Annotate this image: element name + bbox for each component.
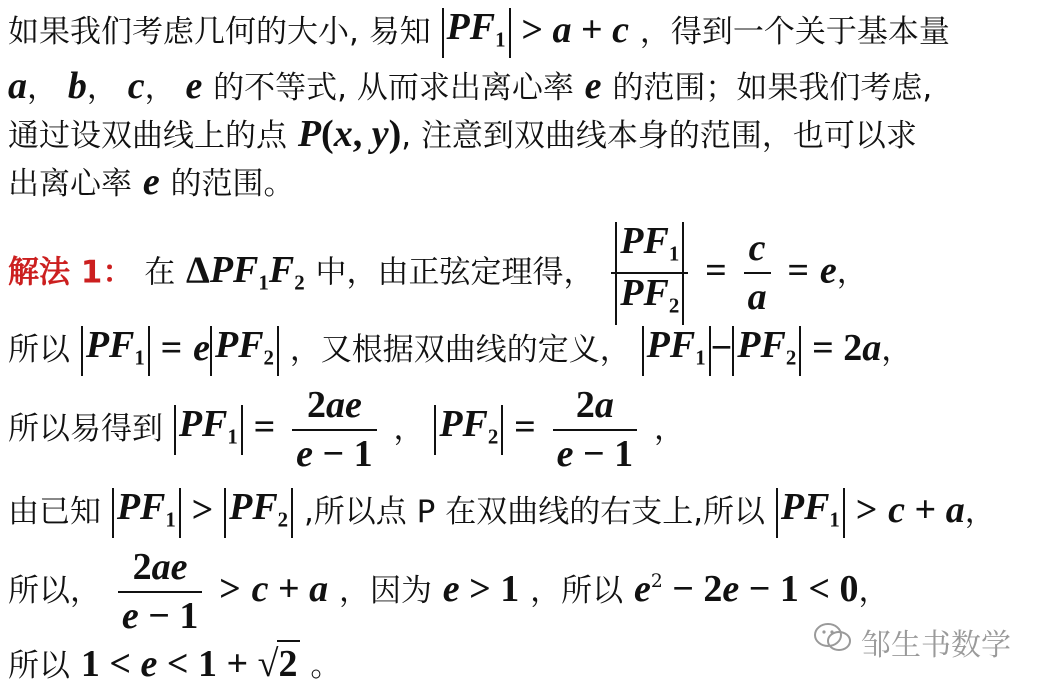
text: ，得到一个关于基本量 [639, 14, 950, 51]
text: 通过设双曲线上的点 [8, 118, 287, 154]
text-line-5: 解法 1： 在 $\Delta PF_1F_2$ 中，由正弦定理得， $\frac{PF_1}{PF_2}$ = $\frac{c}{a}$ = e， [8, 222, 868, 325]
text-line-9: 所以， $\frac{2ae}{e - 1}$ > c + a ，因为 e > 1 ，所以 $e^2 - 2e - 1 < 0$， [8, 544, 890, 640]
text-line-3: 通过设双曲线上的点 P(x, y), 注意到双曲线本身的范围，也可以求 [8, 113, 917, 155]
text-line-1: 如果我们考虑几何的大小, 易知 $PF_1 > a + c$ ，得到一个关于基本量 [8, 8, 950, 58]
text: ，因为 [338, 573, 432, 609]
text: 所以， [8, 573, 101, 609]
text-line-2: a， b， c， e 的不等式, 从而求出离心率 e 的范围；如果我们考虑, [8, 65, 933, 107]
watermark-text: 邹生书数学 [861, 628, 1011, 663]
fraction-c-over-a: $\frac{c}{a}$ [744, 225, 771, 321]
text-line-8: 由已知 $PF_1 > PF_2$ ,所以点 P 在双曲线的右支上,所以 $PF_1 > c + a$， [8, 488, 996, 538]
text: ，所以 [530, 573, 624, 609]
fraction-2ae-over-e-1-b: $\frac{2ae}{e - 1}$ [118, 544, 203, 640]
text: 出离心率 [8, 166, 132, 202]
text: 的范围；如果我们考虑, [612, 70, 933, 106]
text-line-4: 出离心率 e 的范围。 [8, 161, 295, 203]
text-line-7: 所以易得到 $PF_1$ = $\frac{2ae}{e - 1}$ ， $PF_2$ = $\frac{2a}{e - 1}$ ， [8, 382, 685, 478]
text: 所以 [8, 648, 70, 684]
text: 中，由正弦定理得， [315, 254, 595, 291]
text-line-10: 所以 1 < e < 1 + √2 。 [8, 640, 341, 688]
text: 如果我们考虑几何的大小, 易知 [8, 14, 431, 51]
fraction-2a-over-e-1: $\frac{2a}{e - 1}$ [553, 382, 638, 478]
text: 。 [310, 648, 342, 684]
text: ，又根据双曲线的定义， [289, 332, 631, 369]
text: ,所以点 P 在双曲线的右支上,所以 [303, 494, 766, 531]
text-line-6: 所以 $PF_1 = e$ $PF_2$ ，又根据双曲线的定义， $PF_1 - PF_2 = 2a$， [8, 326, 912, 376]
text: 在 [144, 254, 176, 291]
text: 所以易得到 [8, 411, 163, 447]
wechat-icon [813, 621, 853, 663]
math-abs-pf1: $PF_1$ [442, 8, 511, 58]
text: 注意到双曲线本身的范围，也可以求 [420, 118, 917, 154]
fraction-2ae-over-e-1: $\frac{2ae}{e - 1}$ [292, 382, 377, 478]
text: 所以 [8, 332, 70, 369]
text: 的不等式, 从而求出离心率 [213, 70, 574, 106]
text: 的范围。 [170, 166, 295, 202]
text: 由已知 [8, 494, 101, 531]
watermark [813, 620, 1011, 664]
fraction-pf1-over-pf2: $\frac{PF_1}{PF_2}$ [611, 222, 688, 325]
solution-label: 解法 1： [8, 254, 134, 291]
